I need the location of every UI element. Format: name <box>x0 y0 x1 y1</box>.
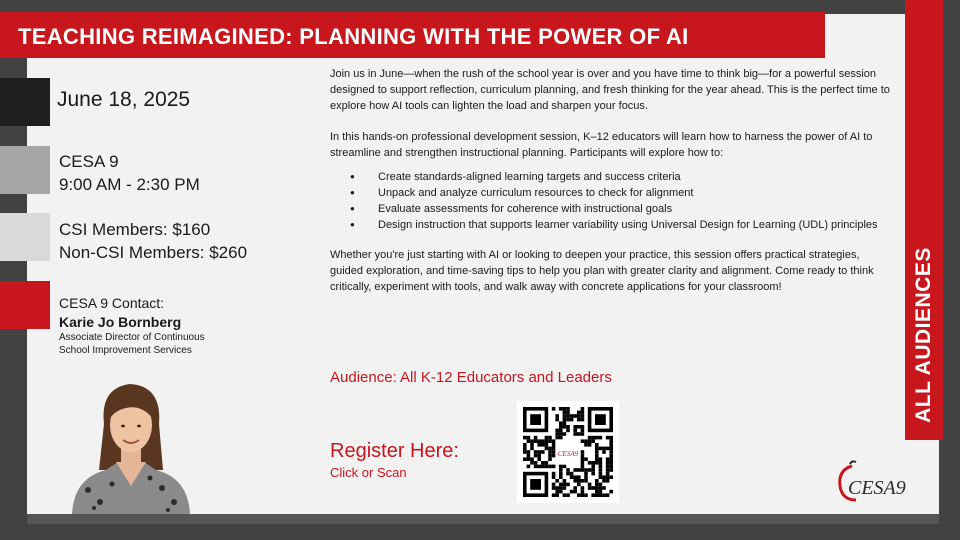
date-marker <box>0 78 50 126</box>
price-marker <box>0 213 50 261</box>
venue-location: CESA 9 <box>59 152 119 171</box>
list-item: ● Create standards-aligned learning targets and success criteria <box>330 169 892 185</box>
contact-photo <box>66 378 196 514</box>
list-item: ● Design instruction that supports learner variability using Universal Design for Learning (UDL) principles <box>330 217 892 233</box>
contact-role-line-2: School Improvement Services <box>59 345 192 356</box>
contact-marker <box>0 281 50 329</box>
contact-role-line-1: Associate Director of Continuous <box>59 332 205 343</box>
contact-label: CESA 9 Contact: <box>59 295 165 311</box>
event-date: June 18, 2025 <box>57 88 191 111</box>
intro-paragraph: Join us in June—when the rush of the school year is over and you have time to think big—for a powerful session designed to support reflection, curriculum planning, and fresh thinking for the year ahead. This is the perfect time to explore how AI tools can lighten the load and sharpen your focus. <box>330 68 890 112</box>
cesa9-logo <box>836 460 914 504</box>
objectives-list <box>330 169 892 233</box>
svg-text:CESA9: CESA9 <box>557 450 579 458</box>
logo-text: CESA9 <box>848 477 906 499</box>
page-title: TEACHING REIMAGINED: PLANNING WITH THE POWER OF AI <box>18 24 689 49</box>
title-banner <box>0 12 825 58</box>
list-item: ● Evaluate assessments for coherence with instructional goals <box>330 201 892 217</box>
register-link[interactable]: Register Here: <box>330 440 459 462</box>
pricing-info <box>59 218 247 264</box>
audience-label: Audience: All K-12 Educators and Leaders <box>330 369 612 386</box>
list-item: ● Unpack and analyze curriculum resources to check for alignment <box>330 185 892 201</box>
event-description <box>330 66 892 310</box>
register-hint[interactable]: Click or Scan <box>330 465 407 480</box>
side-banner-label: ALL AUDIENCES <box>912 247 935 423</box>
session-paragraph: In this hands-on professional development session, K–12 educators will learn how to harness the power of AI to streamline and strengthen instructional planning. Participants will explore how to: <box>330 131 873 159</box>
registration-qr-code[interactable] <box>517 401 619 503</box>
contact-role <box>59 331 205 357</box>
closing-paragraph: Whether you're just starting with AI or looking to deepen your practice, this session offers practical strategies, guided exploration, and time-saving tips to help you plan with greater clarity and alignment. Come ready to think critically, experiment with tools, and walk away with concrete applications for your classroom! <box>330 249 874 293</box>
venue-marker <box>0 146 50 194</box>
contact-name: Karie Jo Bornberg <box>59 314 182 330</box>
non-member-price: Non-CSI Members: $260 <box>59 243 248 262</box>
bottom-divider <box>27 514 939 524</box>
venue-info <box>59 150 200 196</box>
venue-time: 9:00 AM - 2:30 PM <box>59 175 200 194</box>
member-price: CSI Members: $160 <box>59 220 211 239</box>
